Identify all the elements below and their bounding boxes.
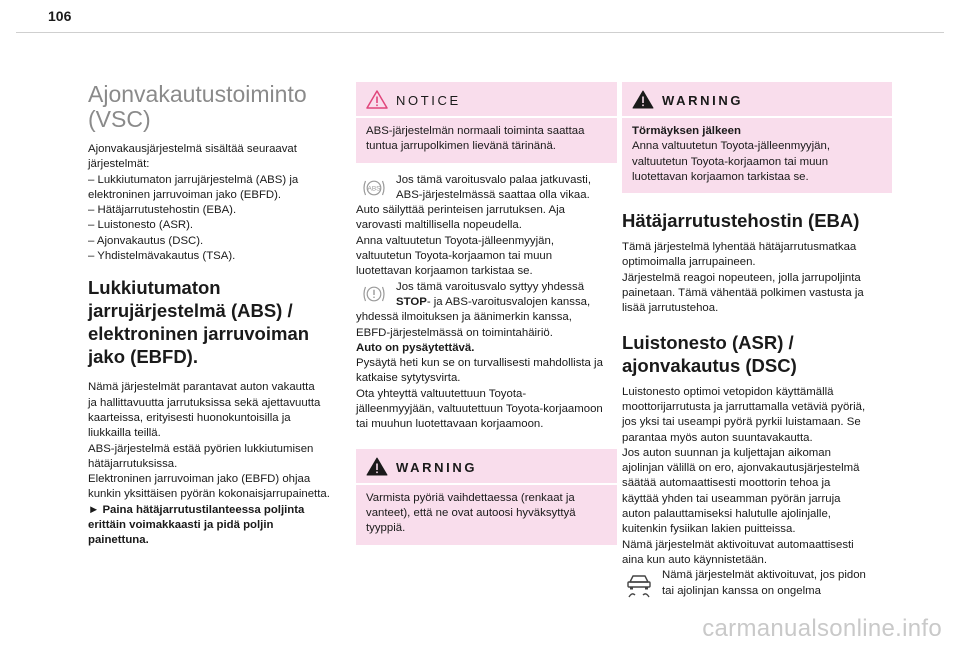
column-3 (622, 82, 892, 599)
text-line: Auto säilyttää perinteisen jarrutuksen. Aja (356, 204, 565, 217)
text-line: ABS-järjestelmä estää pyörien lukkiutumisen (88, 442, 314, 455)
warning-label: WARNING (662, 93, 744, 108)
abs-warning-block (356, 173, 617, 280)
text-line: Jos tämä varoitusvalo palaa jatkuvasti, (396, 173, 592, 186)
column-1 (88, 82, 364, 549)
warning-triangle-icon (632, 90, 654, 109)
text-line: tai ajolinjan kanssa on ongelma (662, 584, 821, 597)
heading-line: jarrujärjestelmä (ABS) / (88, 300, 293, 322)
warning-box-collision (622, 82, 892, 193)
text-line: ABS-järjestelmässä saattaa olla vikaa. (396, 188, 590, 201)
text-line: Ajonvakausjärjestelmä sisältää seuraavat (88, 143, 297, 155)
text-line: käyttää yhden tai useamman pyörän jarruja (622, 492, 841, 505)
text-line: optimoimalla jarrupaineen. (622, 256, 756, 269)
text-line: kaarteissa, erityisesti huonokuntoisilla ja (88, 411, 291, 424)
text-line: tyyppiä. (366, 522, 406, 535)
vsc-title (88, 82, 364, 132)
warning-header (622, 82, 892, 118)
text-line: kuitenkin fysiikan lakien puitteissa. (622, 523, 796, 536)
text-line: – Yhdistelmävakautus (TSA). (88, 250, 236, 263)
brake-warning-light-icon (362, 283, 386, 305)
stop-heading: Auto on pysäytettävä. (356, 341, 475, 354)
text-line: säätää automaattisesti moottorin tehoa ja (622, 477, 831, 490)
notice-label: NOTICE (396, 93, 461, 108)
text-line: aina kun auto käynnistetään. (622, 553, 768, 566)
asr-dsc-body (622, 385, 892, 569)
text-line: varovasti maltillisella nopeudella. (356, 219, 522, 232)
text-line: Ota yhteyttä valtuutettuun Toyota- (356, 387, 527, 400)
brake-warning-block (356, 280, 617, 433)
svg-text:ABS: ABS (367, 185, 381, 193)
text-line: ► Paina hätäjarrutustilanteessa poljinta (88, 503, 305, 516)
text-line: valtuutetun Toyota-korjaamon tai muun (356, 250, 553, 263)
text-line: jälleenmyyjään, valtuutettuun Toyota-korjaamoon (356, 403, 603, 416)
stop-word: STOP (396, 295, 427, 308)
text-line: erittäin voimakkaasti ja pidä poljin (88, 519, 274, 532)
text-line: Anna valtuutetun Toyota-jälleenmyyjän, (632, 140, 830, 153)
text-line: Nämä järjestelmät aktivoituvat, jos pidon (662, 569, 866, 582)
text-line (396, 295, 617, 310)
heading-line: ajonvakautus (DSC) (622, 354, 797, 376)
text-line: – Lukkiutumaton jarrujärjestelmä (ABS) ja (88, 173, 299, 186)
heading-line: jako (EBFD). (88, 346, 198, 368)
abs-ebfd-body (88, 380, 364, 502)
text-line: – Hätäjarrutustehostin (EBA). (88, 204, 237, 217)
eba-body (622, 240, 892, 316)
text-line: painetaan. Tämä vähentää polkimen vastusta ja (622, 287, 864, 300)
brake-warning-text (356, 280, 617, 311)
text-line: yhdessä ilmoituksen ja äänimerkin kanssa, (356, 311, 572, 324)
text-line: Tämä järjestelmä lyhentää hätäjarrutusmatkaa (622, 241, 857, 254)
text-line: Pysäytä heti kun se on turvallisesti mahdollista ja (356, 357, 603, 370)
abs-ebfd-heading (88, 276, 364, 368)
text-line: painettuna. (88, 534, 149, 547)
text-line: kunkin yksittäisen pyörän kokonaisjarrupainetta. (88, 488, 330, 501)
text-line: parantaa myös auton suuntavakautta. (622, 431, 813, 444)
text-line: luotettavan korjaamon tarkistaa se. (632, 170, 809, 183)
text-line: ajolinjan välillä on ero, ajonvakautusjärjestelmä (622, 462, 860, 475)
warning-body (622, 118, 892, 193)
page-number: 106 (48, 8, 72, 24)
text-line: vanteet), että ne ovat autoosi hyväksyttyä (366, 506, 576, 519)
top-divider (16, 32, 944, 33)
brake-warning-details (356, 310, 617, 432)
text-line: tuntua jarrupolkimen lievänä tärinänä. (366, 140, 556, 153)
text-line: ja hallittavuutta jarrutuksissa sekä ajettavuutta (88, 396, 321, 409)
warning-body (356, 485, 617, 545)
heading-line: elektroninen jarruvoiman (88, 323, 310, 345)
warning-triangle-icon (366, 457, 388, 476)
abs-warning-details (356, 203, 617, 279)
heading-line: Lukkiutumaton (88, 277, 221, 299)
vsc-intro (88, 142, 364, 264)
text-line: Nämä järjestelmät parantavat auton vakautta (88, 381, 315, 394)
text-line: Luistonesto optimoi vetopidon käyttämällä (622, 385, 834, 398)
warning-heading: Törmäyksen jälkeen (632, 125, 741, 137)
abs-warning-light-icon (362, 177, 386, 199)
caution-triangle-icon (366, 90, 388, 109)
text-line: Varmista pyöriä vaihdettaessa (renkaat ja (366, 491, 575, 504)
text-line: liukkailla teillä. (88, 427, 161, 440)
warning-label: WARNING (396, 459, 478, 475)
warning-header (356, 449, 617, 485)
text-line: Järjestelmä reagoi nopeuteen, jolla jarrupoljinta (622, 271, 861, 284)
eba-heading: Hätäjarrutustehostin (EBA) (622, 210, 860, 232)
text-line: tai muuhun luotettavaan korjaamoon. (356, 418, 544, 431)
notice-box (356, 82, 617, 163)
text-line: moottorijarrutusta ja jarruttamalla vetäviä pyöriä, (622, 400, 866, 413)
vsc-title-line: Ajonvakautustoiminto (88, 81, 307, 107)
column-2 (356, 82, 617, 553)
text-line: Nämä järjestelmät aktivoituvat automaattisesti (622, 538, 854, 551)
brake-instruction (88, 503, 364, 549)
text-line: katkaise sytytysvirta. (356, 372, 461, 385)
text-line: lisää jarrutustehoa. (622, 302, 719, 315)
stability-light-text (622, 568, 892, 599)
text-line: hätäjarrutuksissa. (88, 457, 178, 470)
text-line: auton palauttamiseksi halutulle ajolinjalle, (622, 508, 831, 521)
notice-body (356, 118, 617, 163)
text-fragment: - ja ABS-varoitusvalojen kanssa, (426, 295, 591, 308)
asr-dsc-heading (622, 331, 892, 377)
stability-light-block (622, 568, 892, 599)
text-line: Anna valtuutetun Toyota-jälleenmyyjän, (356, 234, 554, 247)
text-line: ABS-järjestelmän normaali toiminta saattaa (366, 125, 585, 137)
warning-box-wheels (356, 449, 617, 545)
abs-warning-text (356, 173, 617, 204)
heading-line: Luistonesto (ASR) / (622, 331, 794, 353)
vsc-title-line: (VSC) (88, 106, 151, 132)
text-line: järjestelmät: (88, 158, 150, 171)
text-line: Jos tämä varoitusvalo syttyy yhdessä (396, 280, 585, 293)
notice-header (356, 82, 617, 118)
skidding-car-icon (624, 569, 654, 599)
text-line: – Luistonesto (ASR). (88, 219, 194, 232)
text-line: jos yksi tai useampi pyörä pyrkii luistamaan. Se (622, 416, 861, 429)
watermark: carmanualsonline.info (702, 615, 942, 642)
text-line: EBFD-järjestelmässä on toimintahäiriö. (356, 326, 553, 339)
text-line: luotettavan korjaamon tarkistaa se. (356, 265, 533, 278)
text-line: valtuutetun Toyota-korjaamon tai muun (632, 155, 829, 168)
text-line: – Ajonvakautus (DSC). (88, 234, 204, 247)
text-line: Jos auton suunnan ja kuljettajan aikoman (622, 446, 831, 459)
text-line: Elektroninen jarruvoiman jako (EBFD) ohjaa (88, 473, 311, 486)
text-line: elektroninen jarruvoiman jako (EBFD). (88, 188, 282, 201)
